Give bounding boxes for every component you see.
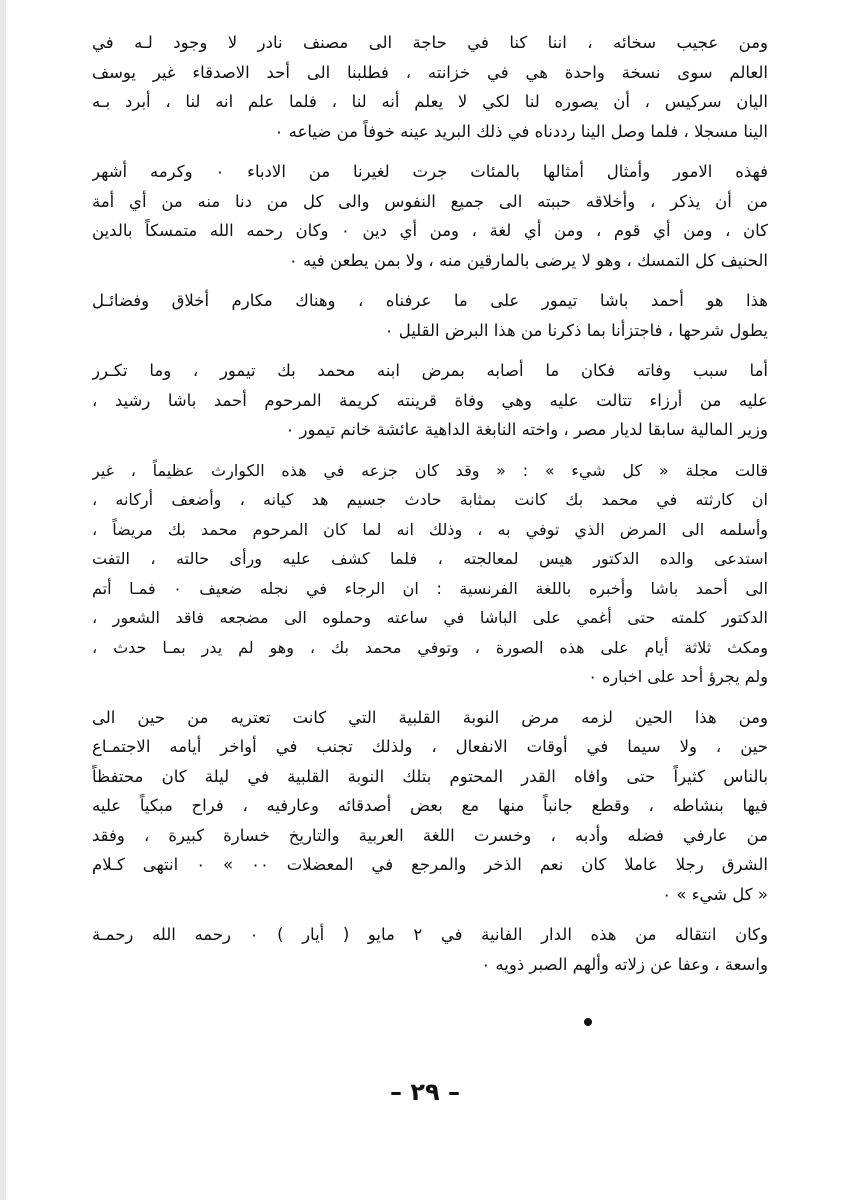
text-line: استدعى والده الدكتور هيس لمعالجته ، فلما كشف عليه ورأى حالته ، التفت xyxy=(92,549,768,568)
paragraph xyxy=(92,920,768,979)
text-line: كان ، ومن أي قوم ، ومن أي لغة ، ومن أي دين ٠ وكان رحمه الله متمسكاً بالدين xyxy=(92,221,768,240)
paragraph xyxy=(92,356,768,445)
text-line: الحنيف كل التمسك ، وهو لا يرضى بالمارقين منه ، ولا بمن يطعن فيه ٠ xyxy=(288,250,768,270)
ink-dot xyxy=(584,1018,592,1026)
paragraph xyxy=(92,28,768,146)
text-line: واسعة ، وعفا عن زلاته وألهم الصبر ذويه ٠ xyxy=(481,954,768,974)
quoted-paragraph xyxy=(92,456,768,692)
text-line: ومكث ثلاثة أيام على هذه الصورة ، وتوفي محمد بك ، وهو لم يدر بمـا حدث ، xyxy=(92,637,768,657)
text-line: وزير المالية سابقا لديار مصر ، واخته النابغة الداهية عائشة خانم تيمور ٠ xyxy=(285,420,768,439)
text-line: قالت مجلة « كل شيء » : « وقد كان جزعه في هذه الكوارث عظيماً ، غير xyxy=(92,460,768,480)
text-line: فيها بنشاطه ، وقطع جانباً منها مع بعض أصدقائه وعارفيه ، فراح مبكياً عليه xyxy=(92,796,768,815)
text-line: من عارفي فضله وأدبه ، وخسرت اللغة العربية والتاريخ خسارة كبيرة ، وفقد xyxy=(92,825,768,845)
text-line: عليه من أرزاء تتالت عليه وهي وفاة قرينته كريمة المرحوم أحمد باشا رشيد ، xyxy=(92,390,768,410)
page-edge-shadow xyxy=(0,0,6,1200)
text-line: وأسلمه الى المرض الذي توفي به ، وذلك انه لما كان المرحوم محمد بك مريضاً ، xyxy=(92,519,768,539)
book-page-text xyxy=(92,28,768,990)
text-line: من أن يذكر ، وأخلاقه حببته الى جميع النفوس والى كل من دنا منه من أي أمة xyxy=(92,191,768,211)
text-line: ان كارثته في محمد بك كانت بمثابة حادث جسيم هد كيانه ، وأضعف أركانه ، xyxy=(92,490,768,509)
text-line: العالم سوى نسخة واحدة هي في خزانته ، فطلبنا الى أحد الاصدقاء غير يوسف xyxy=(92,62,768,82)
text-line: اليان سركيس ، أن يصوره لنا لكي لا يعلم أنه لنا ، فلما علم انه لنا ، أبرد بـه xyxy=(92,92,768,111)
page-number: – ٢٩ – xyxy=(389,1078,460,1106)
text-line: ومن هذا الحين لزمه مرض النوبة القلبية التي كانت تعتريه من حين الى xyxy=(92,707,768,727)
text-line: الينا مسجلا ، فلما وصل الينا رددناه في ذلك البريد عينه خوفاً من ضياعه ٠ xyxy=(274,121,768,141)
text-line: يطول شرحها ، فاجتزأنا بما ذكرنا من هذا البرض القليل ٠ xyxy=(384,320,768,340)
paragraph xyxy=(92,157,768,275)
text-line: ولم يجرؤ أحد على اخباره ٠ xyxy=(588,667,768,686)
text-line: حين ، ولا سيما في أوقات الانفعال ، ولذلك تجنب في أواخر أيامه الاجتمـاع xyxy=(92,737,768,756)
text-line: ومن عجيب سخائه ، اننا كنا في حاجة الى مصنف نادر لا وجود لـه في xyxy=(92,33,768,52)
text-line: هذا هو أحمد باشا تيمور على ما عرفناه ، وهناك مكارم أخلاق وفضائـل xyxy=(92,291,768,310)
text-line: الى أحمد باشا وأخبره باللغة الفرنسية : ان الرجاء في نجله ضعيف ٠ فمـا أتم xyxy=(92,578,768,598)
paragraph xyxy=(92,703,768,910)
text-line: فهذه الامور وأمثال أمثالها بالمئات جرت لغيرنا من الادباء ٠ وكرمه أشهر xyxy=(92,162,768,181)
text-line: الدكتور كلمته حتى أغمي على الباشا في ساعته وحملوه الى مضجعه فاقد الشعور ، xyxy=(92,608,768,627)
text-line: بالناس كثيراً حتى وافاه القدر المحتوم بتلك النوبة القلبية في ليلة كان محتفظاً xyxy=(92,766,768,786)
text-line: « كل شيء » ٠ xyxy=(662,884,768,904)
text-line: الشرق رجلا عاملا كان نعم الذخر والمرجع في المعضلات ٠٠ » ٠ انتهى كـلام xyxy=(92,855,768,874)
text-line: أما سبب وفاته فكان ما أصابه بمرض ابنه محمد بك تيمور ، وما تكـرر xyxy=(92,361,768,380)
paragraph xyxy=(92,286,768,345)
text-line: وكان انتقاله من هذه الدار الفانية في ٢ مايو ( أيار ) ٠ رحمه الله رحمـة xyxy=(92,925,768,944)
